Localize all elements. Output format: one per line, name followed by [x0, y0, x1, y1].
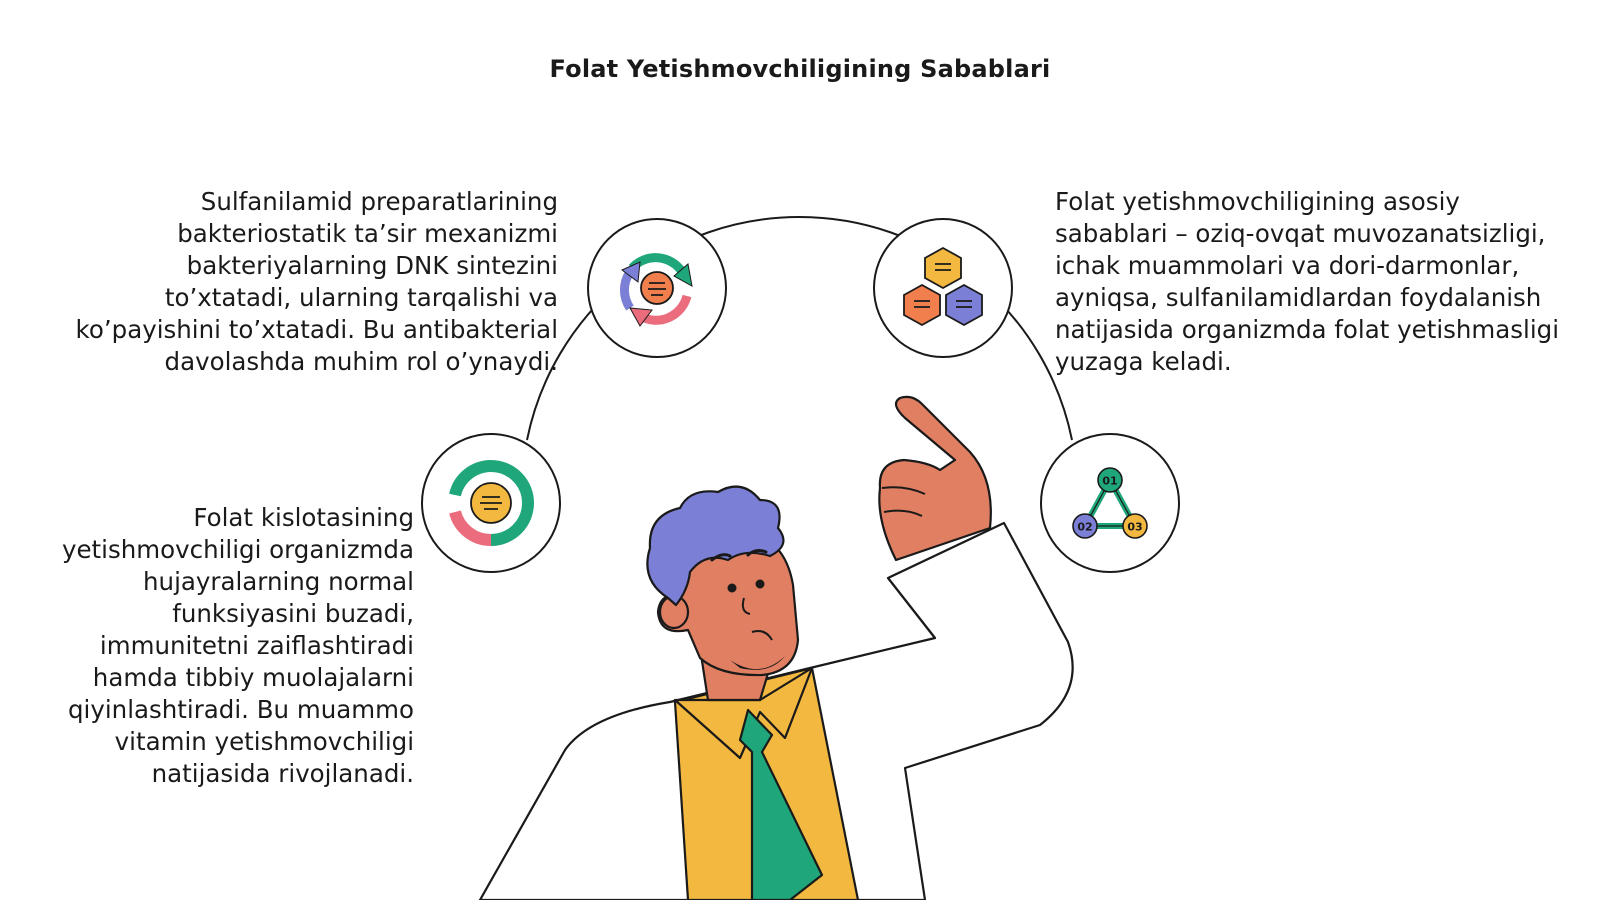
page-title: Folat Yetishmovchiligining Sabablari [549, 55, 1051, 83]
presenter-illustration [480, 397, 1073, 900]
text-block-top-right: Folat yetishmovchiligining asosiy sabablari – oziq-ovqat muvozanatsizligi, ichak muammolari va dori-darmonlar, ayniqsa, sulfanilamidlardan foydalanish natijasida organizmda folat yetishmasligi yuzaga keladi. [1055, 187, 1560, 376]
text-block-top-left: Sulfanilamid preparatlarining bakteriostatik ta’sir mexanizmi bakteriyalarning DNK sintezini to’xtatadi, ularning tarqalishi va ko’payishini to’xtatadi. Bu antibakterial davolashda muhim rol o’ynaydi. [75, 187, 558, 376]
hexagon-cluster-icon [874, 219, 1012, 357]
text-block-bottom-left: Folat kislotasining yetishmovchiligi organizmda hujayralarning normal funksiyasini buzadi, immunitetni zaiflashtiradi hamda tibbiy muolajalarni qiyinlashtiradi. Bu muammo vitamin yetishmovchiligi natijasida rivojlanadi. [61, 503, 414, 788]
step-label-2: 02 [1077, 520, 1093, 534]
step-label-1: 01 [1102, 474, 1118, 488]
triangle-network-icon [1041, 434, 1179, 572]
step-label-3: 03 [1127, 520, 1143, 534]
cycle-pie-icon [422, 434, 560, 572]
refresh-cycle-icon [588, 219, 726, 357]
raised-hand [879, 397, 991, 560]
